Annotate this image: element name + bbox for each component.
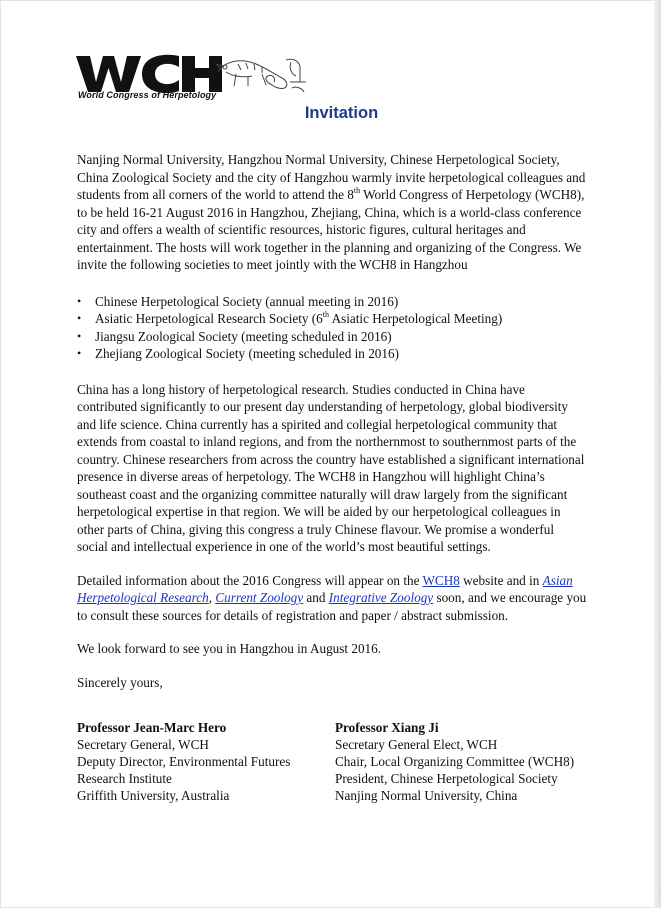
- list-item: • Asiatic Herpetological Research Society (6th Asiatic Herpetological Meeting): [77, 310, 587, 328]
- signoff: Sincerely yours,: [77, 674, 163, 690]
- history-paragraph: China has a long history of herpetological research. Studies conducted in China have contributed significantly to our present day understanding of herpetology, global biodiversity and life science. China currently has a spirited and collegial herpetological community that extends from coastal to inland regions, and from the northernmost to southernmost parts of the country. Chinese researchers from across the country have established a significant international presence in diverse areas of herpetology. The WCH8 in Hangzhou will highlight China’s southeast coast and the organizing committee naturally will draw largely from the significant herpetological expertise in that region. We will be aided by our herpetological colleagues in other parts of China, giving this congress a truly Chinese flavour. We promise a wonderful social and intellectual experience in one of the world’s most beautiful settings.: [77, 381, 585, 554]
- page-edge-shadow: [654, 0, 661, 908]
- signatory-title: President, Chinese Herpetological Society: [335, 771, 558, 786]
- current-zoology-link[interactable]: Current Zoology: [215, 590, 304, 605]
- page-title: Invitation: [304, 104, 379, 122]
- logo-letter-h: [182, 56, 222, 92]
- closing-line: We look forward to see you in Hangzhou in August 2016.: [77, 641, 382, 656]
- signatory-name: Professor Xiang Ji: [335, 720, 439, 735]
- letter-body: [77, 151, 587, 691]
- wch8-link[interactable]: WCH8: [422, 572, 460, 588]
- chameleon-icon: [216, 59, 306, 92]
- signatory-title: Deputy Director, Environmental Futures Research Institute: [77, 754, 291, 786]
- signatory-affiliation: Griffith University, Australia: [77, 788, 230, 803]
- signatory-name: Professor Jean-Marc Hero: [77, 720, 227, 735]
- integrative-zoology-link[interactable]: Integrative Zoology: [328, 590, 434, 605]
- signatory-title: Secretary General, WCH: [77, 737, 209, 752]
- logo-tagline: World Congress of Herpetology: [78, 90, 217, 100]
- asian-herpetological-research-link[interactable]: Asian Herpetological Research: [77, 572, 573, 605]
- details-paragraph: Detailed information about the 2016 Congress will appear on the WCH8 website and in Asian Herpetological Research, Current Zoology and Integrative Zoology soon, and we encourage you to consult these sources for details of registration and paper / abstract submission.: [77, 572, 587, 623]
- societies-list: [77, 293, 587, 363]
- list-item: • Jiangsu Zoological Society (meeting scheduled in 2016): [77, 328, 587, 346]
- list-item: • Chinese Herpetological Society (annual meeting in 2016): [77, 293, 587, 311]
- signatory-block: [335, 719, 597, 804]
- logo-letter-c: [142, 55, 179, 93]
- list-item: • Zhejiang Zoological Society (meeting scheduled in 2016): [77, 345, 587, 363]
- signatory-affiliation: Nanjing Normal University, China: [335, 788, 518, 803]
- logo-letter-w: [76, 56, 141, 92]
- signatory-title: Secretary General Elect, WCH: [335, 737, 498, 752]
- signatory-title: Chair, Local Organizing Committee (WCH8): [335, 754, 575, 769]
- signatory-block: [77, 719, 317, 804]
- intro-paragraph: Nanjing Normal University, Hangzhou Normal University, Chinese Herpetological Society, China Zoological Society and the city of Hangzhou warmly invite herpetological colleagues and students from all corners of the world to attend the 8th World Congress of Herpetology (WCH8), to be held 16-21 August 2016 in Hangzhou, Zhejiang, China, which is a world-class conference city and offers a wealth of scientific resources, historic figures, cultural heritages and entertainment. The hosts will work together in the planning and organizing of the Congress. We invite the following societies to meet jointly with the WCH8 in Hangzhou: [77, 152, 586, 272]
